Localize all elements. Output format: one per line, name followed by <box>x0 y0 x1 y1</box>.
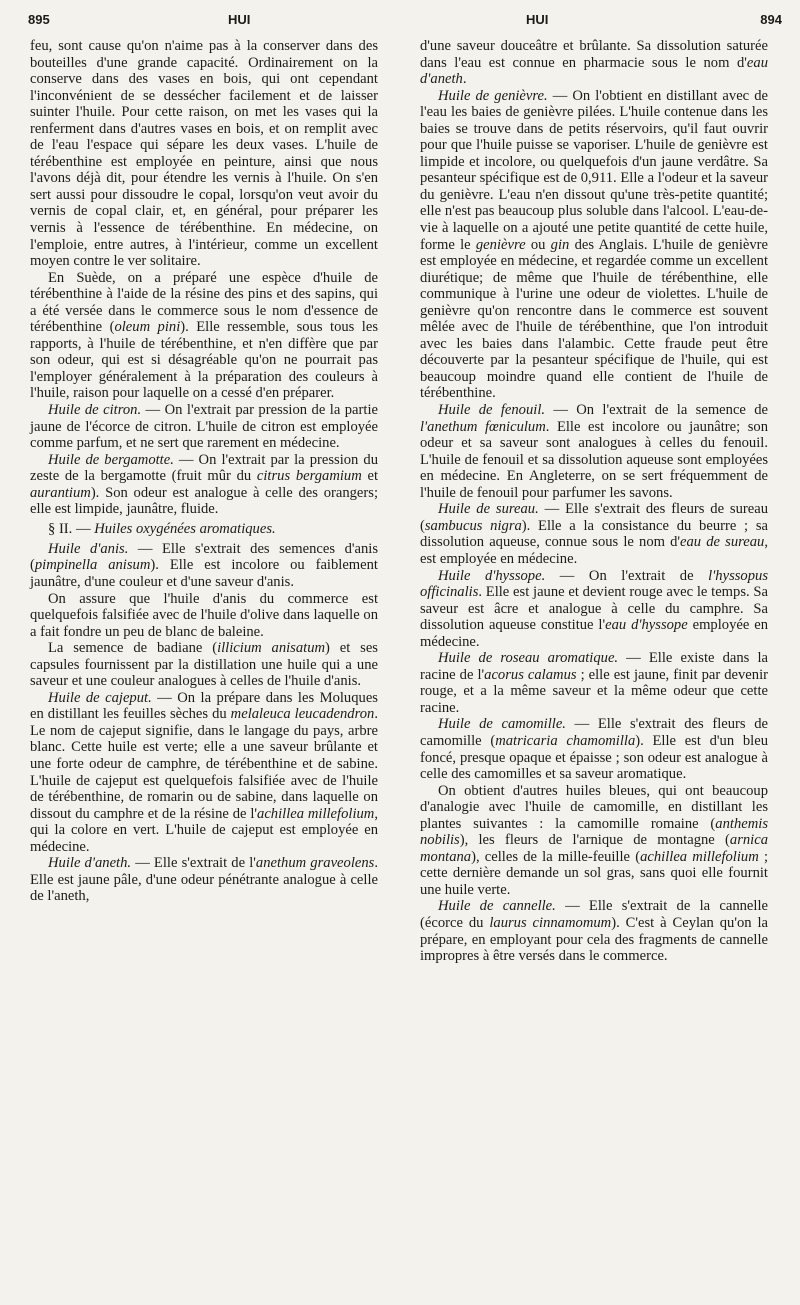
text-run: — On l'extrait par la pression du zeste de la bergamotte (fruit mûr du <box>30 451 378 485</box>
entry-huile-anis <box>30 541 378 591</box>
latin-name: matricaria chamomilla <box>495 732 636 749</box>
paragraph-suede <box>30 270 378 402</box>
text-run: ) et ses capsules fournissent par la distillation une huile qui a une saveur et une couleur analogues à celles de l'huile d'anis. <box>30 640 378 690</box>
text-run: On obtient d'autres huiles bleues, qui ont beaucoup d'analogie avec l'huile de camomille, en distillant les plantes suivantes : la camomille romaine ( <box>420 782 768 832</box>
paragraph-badiane <box>30 640 378 690</box>
text-run: ). Elle a la consistance du beurre ; sa dissolution aqueuse, connue sous le nom d' <box>420 517 768 551</box>
text-run: — On la prépare dans les Moluques en distillant les feuilles sèches du <box>30 689 378 723</box>
latin-name: eau d'aneth <box>420 54 768 88</box>
latin-name: aurantium <box>30 484 91 501</box>
latin-name: anthemis nobilis <box>420 815 768 849</box>
latin-name: oleum pini <box>114 319 181 336</box>
paragraph-falsification-anis: On assure que l'huile d'anis du commerce est quelquefois falsifiée avec de l'huile d'olive dans laquelle on a fait fondre un peu de blanc de baleine. <box>30 590 378 640</box>
text-run: — Elle s'extrait des semences d'anis ( <box>30 540 379 574</box>
latin-name: anethum graveolens <box>255 855 375 872</box>
entry-huile-genievre <box>420 88 768 402</box>
page-number-left: 895 <box>28 12 50 27</box>
text-run: ), les fleurs de l'arnique de montagne ( <box>459 832 730 849</box>
latin-name: citrus bergamium <box>256 468 362 485</box>
text-run: ). C'est à Ceylan qu'on la prépare, en employant pour cela des fragments de cannelle impropres à être versés dans le commerce. <box>420 914 768 965</box>
text-run: — Elle s'extrait de la cannelle (écorce du <box>420 898 768 931</box>
entry-huile-sureau <box>420 501 768 567</box>
running-head-left: HUI <box>228 12 251 27</box>
text-run: . Elle est incolore ou jaunâtre; son odeur et sa saveur sont analogues à celles du fenouil. L'huile de fenouil et sa dissolution aqueuse sont employées en médecine. En Angleterre, on se sert fréquemment de l'huile de fenouil pour parfumer les savons. <box>420 418 768 501</box>
entry-huile-roseau <box>420 650 768 716</box>
text-run: ). Son odeur est analogue à celle des orangers; elle est limpide, jaunâtre, fluide. <box>30 484 378 518</box>
latin-name: l'anethum fœniculum <box>420 418 546 435</box>
text-run: . <box>462 71 467 88</box>
running-header <box>14 10 788 34</box>
entry-title: Huile d'anis. <box>48 540 129 557</box>
text-run: ; elle est jaune, finit par devenir rouge, et a la même saveur et la même odeur que cette racine. <box>420 666 768 716</box>
section-heading <box>30 521 378 538</box>
text-run: — On l'extrait de la semence de <box>545 402 768 419</box>
paragraph-terebenthine-cont: feu, sont cause qu'on n'aime pas à la conserver dans des bouteilles d'une grande capacité. Ordinairement on la conserve dans des vases en bois, qui ont cependant l'inconvénient de se dessécher facilement et de laisser suinter l'huile. Pour cette raison, on met les vases qui la renferment dans d'autres vases en bois, et on remplit avec de l'eau l'espace qui sépare les deux vases. L'huile de térébenthine est employée en peinture, ainsi que nous l'avons déjà dit, pour étendre les vernis à l'huile. On s'en sert aussi pour dissoudre le copal, lorsqu'on veut avoir du vernis de copal clair, et, en général, pour préparer les vernis à l'essence de térébenthine. En médecine, on l'emploie, entre autres, à l'intérieur, comme un excellent moyen contre le ver solitaire. <box>30 38 378 270</box>
text-run: d'une saveur douceâtre et brûlante. Sa dissolution saturée dans l'eau est connue en pharmacie sous le nom d' <box>420 38 768 71</box>
latin-name: achillea millefolium <box>257 805 375 822</box>
latin-name: illicium anisatum <box>217 640 326 657</box>
running-head-right: HUI <box>526 12 549 27</box>
section-title: Huiles oxygénées aromatiques. <box>94 520 276 537</box>
italic-term: gin <box>550 236 570 253</box>
latin-name: laurus cinnamomum <box>489 914 612 931</box>
latin-name: acorus calamus <box>484 666 577 683</box>
text-run: ). Elle ressemble, sous tous les rapports, à l'huile de térébenthine, et n'en diffère que par son odeur, qui est si désagréable qu'on ne pourrait pas l'employer généralement à la préparation des couleurs à l'huile, raison pour laquelle on a cessé d'en préparer. <box>30 319 378 402</box>
latin-name: pimpinella anisum <box>34 557 151 574</box>
entry-title: Huile d'aneth. <box>48 855 132 872</box>
paragraph-aneth-cont <box>420 38 768 88</box>
entry-title: Huile de bergamotte. <box>48 451 174 468</box>
latin-name: arnica montana <box>420 832 768 865</box>
paragraph-huiles-bleues <box>420 783 768 899</box>
entry-title: Huile de roseau aromatique. <box>438 650 619 667</box>
entry-huile-fenouil <box>420 402 768 501</box>
entry-title: Huile d'hyssope. <box>438 567 546 584</box>
text-run: employée en médecine. <box>420 617 768 650</box>
text-run: . Elle est jaune et devient rouge avec le temps. Sa saveur est âcre et analogue à celle du camphre. Sa dissolution aqueuse constitue l' <box>420 584 768 634</box>
text-run: , qui la colore en vert. L'huile de cajeput est employée en médecine. <box>30 805 378 855</box>
entry-title: Huile de cannelle. <box>438 898 556 915</box>
text-run: ou <box>525 236 551 253</box>
entry-huile-hyssope <box>420 568 768 651</box>
left-column <box>30 38 378 905</box>
text-run: — On l'obtient en distillant avec de l'eau les baies de genièvre pilées. L'huile contenue dans les baies se trouve dans de petits réservoirs, qu'il faut ouvrir pour que l'huile puisse se vaporiser. L'huile de genièvre est limpide et incolore, ou quelquefois d'un jaune verdâtre. Sa pesanteur spécifique est de 0,911. Elle a l'odeur et la saveur du genièvre. L'eau n'en dissout qu'une très-petite quantité; elle n'est pas beaucoup plus soluble dans l'alcool. L'eau-de-vie à laquelle on a ajouté une petite quantité de cette huile, forme le <box>420 87 768 253</box>
text-run: , est employée en médecine. <box>420 534 768 567</box>
entry-huile-camomille <box>420 716 768 782</box>
text-run: ). Elle est d'un bleu foncé, presque opaque et épaisse ; son odeur est analogue à celle des camomilles et sa saveur aromatique. <box>420 732 768 783</box>
entry-huile-cannelle <box>420 898 768 964</box>
latin-name: l'hyssopus officinalis <box>420 567 769 601</box>
entry-title: Huile de sureau. <box>438 501 539 518</box>
text-run: et <box>361 468 379 485</box>
text-run: . Elle est jaune pâle, d'une odeur pénétrante analogue à celle de l'aneth, <box>30 855 378 905</box>
text-run: ; cette dernière demande un sol gras, sans quoi elle fournit une huile verte. <box>420 848 769 898</box>
latin-name: achillea millefolium <box>640 848 759 865</box>
entry-huile-aneth <box>30 855 378 905</box>
text-run: — On l'extrait de <box>545 567 709 584</box>
text-run: ), celles de la mille-feuille ( <box>471 848 641 865</box>
text-run: — Elle s'extrait des fleurs de camomille ( <box>420 716 769 749</box>
text-run: — On l'extrait par pression de la partie jaune de l'écorce de citron. L'huile de citron est employée comme parfum, et ne sert que rarement en médecine. <box>30 402 378 452</box>
latin-name: sambucus nigra <box>424 517 522 534</box>
text-run: . Le nom de cajeput signifie, dans le langage du pays, arbre blanc. Cette huile est verte; elle a une saveur brûlante et une forte odeur de camphre, de térébenthine et de sabine. L'huile de cajeput est quelquefois falsifiée avec de l'huile de térébenthine, de romarin ou de sabine, dans laquelle on dissout du camphre et de la résine de l' <box>30 706 378 822</box>
text-run: — Elle s'extrait des fleurs de sureau ( <box>420 501 769 534</box>
text-run: En Suède, on a préparé une espèce d'huile de térébenthine à l'aide de la résine des pins et des sapins, qui a été versée dans le commerce sous le nom d'essence de térébenthine ( <box>30 269 378 336</box>
latin-name: melaleuca leucadendron <box>230 706 375 723</box>
entry-huile-citron <box>30 402 378 452</box>
right-column <box>420 38 768 965</box>
entry-title: Huile de cajeput. <box>48 689 152 706</box>
text-run: ). Elle est incolore ou faiblement jaunâtre, d'une couleur et d'une saveur d'anis. <box>30 557 378 590</box>
entry-title: Huile de genièvre. <box>438 87 548 104</box>
section-number: § II. — <box>48 520 95 537</box>
italic-term: eau d'hyssope <box>605 617 688 634</box>
entry-title: Huile de fenouil. <box>438 402 546 419</box>
italic-term: eau de sureau <box>680 534 765 551</box>
entry-title: Huile de citron. <box>48 402 142 419</box>
italic-term: genièvre <box>475 236 526 253</box>
entry-huile-cajeput <box>30 690 378 855</box>
text-run: des Anglais. L'huile de genièvre est employée en médecine, et regardée comme un excellent diurétique; de même que l'huile de térébenthine, elle communique à l'urine une odeur de violettes. L'huile de genièvre qu'on rencontre dans le commerce est souvent mêlée avec de l'huile de térébenthine, que l'on introduit avec les baies dans l'alambic. Cette fraude peut être découverte par la pesanteur spécifique de l'huile, qui est beaucoup moindre quand elle contient de l'huile de térébenthine. <box>420 236 768 402</box>
text-run: — Elle s'extrait de l' <box>131 855 256 872</box>
page-number-right: 894 <box>760 12 782 27</box>
text-run: — Elle existe dans la racine de l' <box>420 650 768 683</box>
entry-title: Huile de camomille. <box>438 716 566 733</box>
entry-huile-bergamotte <box>30 452 378 518</box>
text-run: La semence de badiane ( <box>48 640 218 657</box>
